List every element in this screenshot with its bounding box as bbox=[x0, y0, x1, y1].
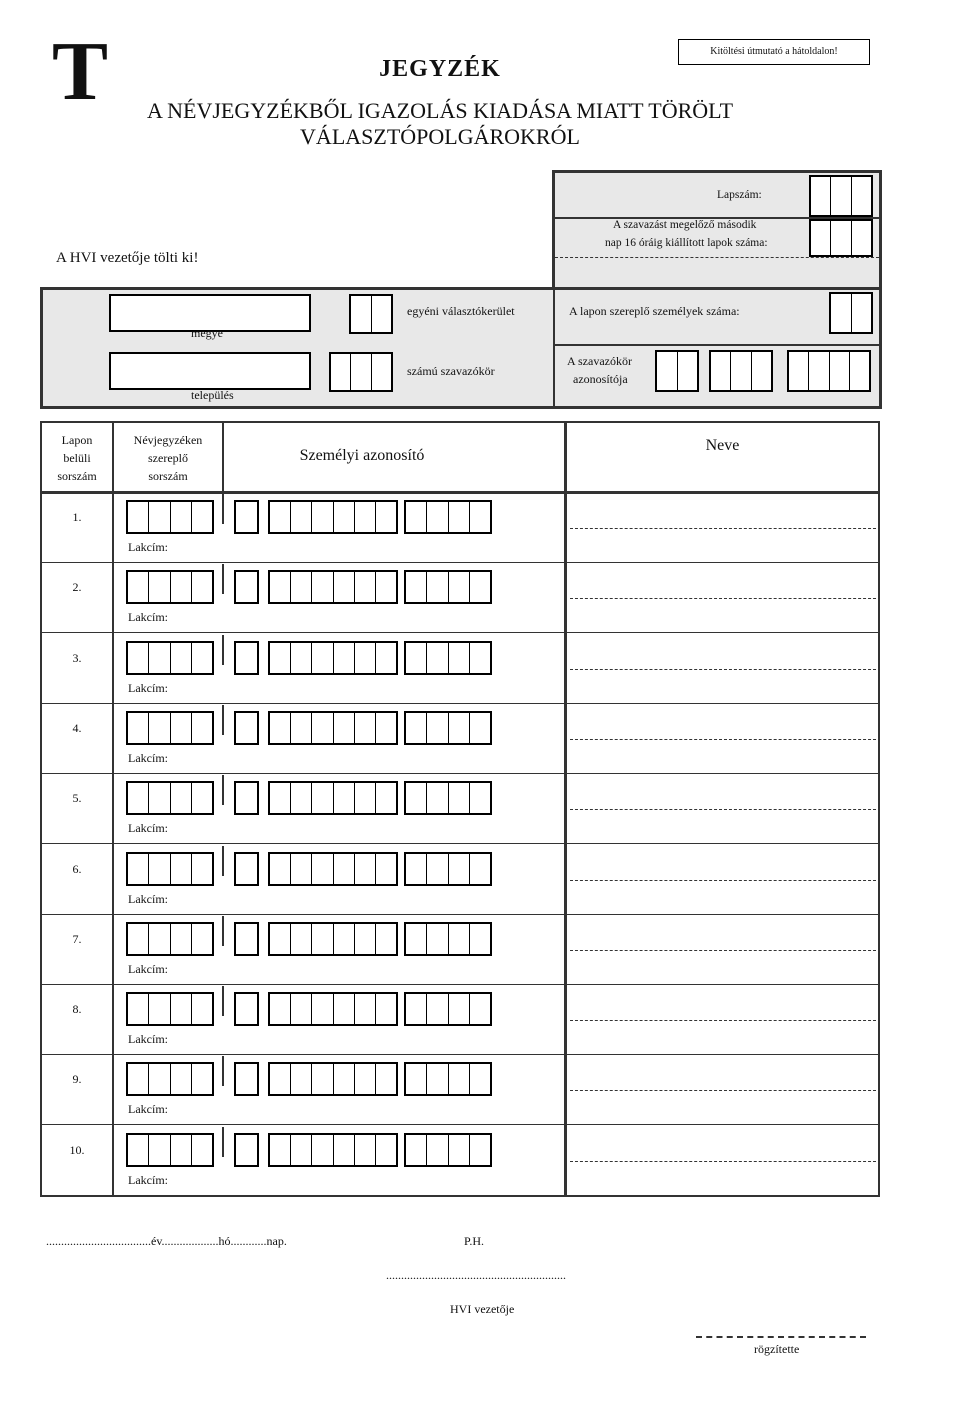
register-number-field[interactable] bbox=[126, 1133, 214, 1167]
table-row bbox=[42, 773, 878, 844]
id-birthdate-field[interactable] bbox=[268, 922, 398, 956]
id-gender-field[interactable] bbox=[234, 922, 259, 956]
header-personal-id: Személyi azonosító bbox=[299, 447, 425, 464]
district-label: egyéni választókerület bbox=[407, 304, 515, 318]
row-number: 9. bbox=[72, 1072, 82, 1087]
table-row bbox=[42, 1054, 878, 1125]
persons-count-label: A lapon szereplő személyek száma: bbox=[569, 304, 740, 318]
table-row bbox=[42, 914, 878, 985]
row-number: 10. bbox=[69, 1142, 85, 1157]
id-serial-field[interactable] bbox=[404, 641, 492, 675]
page-subtitle bbox=[0, 98, 880, 150]
issued-pages-label-2: nap 16 óráig kiállított lapok száma: bbox=[605, 237, 768, 249]
id-birthdate-field[interactable] bbox=[268, 500, 398, 534]
row-number: 3. bbox=[72, 650, 82, 665]
hvi-fill-note: A HVI vezetője tölti ki! bbox=[56, 250, 199, 266]
name-field[interactable] bbox=[570, 1020, 876, 1021]
header-reg-1: Névjegyzéken bbox=[133, 433, 203, 447]
name-field[interactable] bbox=[570, 598, 876, 599]
register-number-field[interactable] bbox=[126, 781, 214, 815]
row-number: 6. bbox=[72, 861, 82, 876]
address-label: Lakcím: bbox=[128, 540, 168, 554]
id-gender-field[interactable] bbox=[234, 711, 259, 745]
persons-count-field[interactable] bbox=[829, 292, 873, 334]
id-serial-field[interactable] bbox=[404, 922, 492, 956]
address-label: Lakcím: bbox=[128, 891, 168, 906]
id-separator bbox=[222, 986, 224, 1016]
name-field[interactable] bbox=[570, 950, 876, 951]
table-row bbox=[42, 633, 878, 704]
id-birthdate-field[interactable] bbox=[268, 711, 398, 745]
stamp-label: P.H. bbox=[464, 1234, 485, 1248]
table-row bbox=[42, 984, 878, 1055]
address-label: Lakcím: bbox=[128, 610, 168, 625]
header-seq-2: belüli bbox=[63, 451, 91, 465]
name-field[interactable] bbox=[570, 669, 876, 670]
address-label: Lakcím: bbox=[128, 821, 168, 836]
subtitle-line-1: A NÉVJEGYZÉKBŐL IGAZOLÁS KIADÁSA MIATT TÖRÖLT bbox=[146, 98, 734, 123]
row-number: 8. bbox=[72, 1002, 82, 1017]
header-reg-2: szereplő bbox=[148, 451, 188, 465]
panel-divider-horizontal bbox=[553, 344, 879, 346]
name-field[interactable] bbox=[570, 1161, 876, 1162]
address-label: Lakcím: bbox=[128, 1102, 168, 1117]
id-birthdate-field[interactable] bbox=[268, 570, 398, 604]
register-number-field[interactable] bbox=[126, 1062, 214, 1096]
name-field[interactable] bbox=[570, 809, 876, 810]
row-number: 4. bbox=[72, 720, 82, 735]
subtitle-line-2: VÁLASZTÓPOLGÁROKRÓL bbox=[300, 124, 580, 149]
id-birthdate-field[interactable] bbox=[268, 641, 398, 675]
id-separator bbox=[222, 1056, 224, 1086]
id-separator bbox=[222, 916, 224, 946]
id-separator bbox=[222, 494, 224, 524]
id-serial-field[interactable] bbox=[404, 500, 492, 534]
id-separator bbox=[222, 564, 224, 594]
id-serial-field[interactable] bbox=[404, 1062, 492, 1096]
date-line: ...................................év...................hó............nap. bbox=[46, 1234, 287, 1248]
register-number-field[interactable] bbox=[126, 852, 214, 886]
register-number-field[interactable] bbox=[126, 992, 214, 1026]
register-number-field[interactable] bbox=[126, 500, 214, 534]
name-field[interactable] bbox=[570, 1090, 876, 1091]
id-gender-field[interactable] bbox=[234, 781, 259, 815]
table-row bbox=[42, 562, 878, 633]
page-count-panel bbox=[552, 170, 882, 291]
issued-pages-row bbox=[555, 217, 879, 257]
column-line-2 bbox=[222, 423, 224, 491]
id-gender-field[interactable] bbox=[234, 570, 259, 604]
address-label: Lakcím: bbox=[128, 961, 168, 976]
header-seq-3: sorszám bbox=[57, 469, 97, 483]
register-number-field[interactable] bbox=[126, 922, 214, 956]
recorded-label: rögzítette bbox=[754, 1342, 800, 1356]
polling-id-part-1[interactable] bbox=[655, 350, 699, 392]
county-label: megye bbox=[191, 326, 223, 340]
settlement-label: település bbox=[191, 388, 234, 402]
id-gender-field[interactable] bbox=[234, 992, 259, 1026]
signature-line: ............................................................ bbox=[386, 1268, 566, 1282]
row-number: 1. bbox=[72, 510, 82, 524]
address-label: Lakcím: bbox=[128, 750, 168, 765]
name-field[interactable] bbox=[570, 880, 876, 881]
header-name: Neve bbox=[705, 437, 740, 454]
id-serial-field[interactable] bbox=[404, 781, 492, 815]
id-gender-field[interactable] bbox=[234, 641, 259, 675]
polling-id-part-3[interactable] bbox=[787, 350, 871, 392]
name-field[interactable] bbox=[570, 739, 876, 740]
id-birthdate-field[interactable] bbox=[268, 992, 398, 1026]
signer-label: HVI vezetője bbox=[450, 1302, 515, 1316]
id-separator bbox=[222, 635, 224, 665]
page-number-row bbox=[555, 173, 879, 219]
page-number-field[interactable] bbox=[809, 175, 873, 217]
settlement-field[interactable] bbox=[109, 352, 311, 390]
page-number-label: Lapszám: bbox=[717, 189, 762, 201]
id-serial-field[interactable] bbox=[404, 570, 492, 604]
id-birthdate-field[interactable] bbox=[268, 1133, 398, 1167]
page-title: JEGYZÉK bbox=[379, 56, 501, 82]
polling-id-label-2: azonosítója bbox=[573, 372, 628, 386]
polling-id-label-1: A szavazókör bbox=[567, 354, 632, 368]
table-row bbox=[42, 703, 878, 774]
header-seq-1: Lapon bbox=[61, 433, 93, 447]
voter-table bbox=[40, 421, 880, 1197]
id-gender-field[interactable] bbox=[234, 1133, 259, 1167]
address-label: Lakcím: bbox=[128, 1172, 168, 1187]
id-serial-field[interactable] bbox=[404, 992, 492, 1026]
register-number-field[interactable] bbox=[126, 570, 214, 604]
address-label: Lakcím: bbox=[128, 680, 168, 695]
header-reg-3: sorszám bbox=[148, 469, 188, 483]
polling-station-field[interactable] bbox=[329, 352, 393, 392]
location-panel bbox=[40, 287, 882, 409]
id-serial-field[interactable] bbox=[404, 711, 492, 745]
id-separator bbox=[222, 1127, 224, 1157]
issued-pages-field[interactable] bbox=[809, 219, 873, 257]
id-separator bbox=[222, 775, 224, 805]
header-seq bbox=[42, 431, 112, 485]
address-label: Lakcím: bbox=[128, 1032, 168, 1047]
id-birthdate-field[interactable] bbox=[268, 1062, 398, 1096]
row-number: 2. bbox=[72, 580, 82, 595]
register-number-field[interactable] bbox=[126, 711, 214, 745]
form-letter: T bbox=[52, 25, 109, 118]
table-row bbox=[42, 1125, 878, 1195]
instructions-notice: Kitöltési útmutató a hátoldalon! bbox=[678, 39, 870, 65]
panel-divider bbox=[553, 290, 555, 406]
id-separator bbox=[222, 846, 224, 876]
row-number: 5. bbox=[72, 791, 82, 806]
header-reg bbox=[114, 431, 222, 485]
id-gender-field[interactable] bbox=[234, 1062, 259, 1096]
polling-station-label: számú szavazókör bbox=[407, 364, 495, 378]
id-serial-field[interactable] bbox=[404, 1133, 492, 1167]
register-number-field[interactable] bbox=[126, 641, 214, 675]
table-header bbox=[42, 423, 878, 494]
district-field[interactable] bbox=[349, 294, 393, 334]
id-gender-field[interactable] bbox=[234, 500, 259, 534]
id-separator bbox=[222, 705, 224, 735]
polling-id-part-2[interactable] bbox=[709, 350, 773, 392]
name-field[interactable] bbox=[570, 528, 876, 529]
table-row bbox=[42, 492, 878, 563]
table-row bbox=[42, 844, 878, 915]
id-gender-field[interactable] bbox=[234, 852, 259, 886]
row-number: 7. bbox=[72, 931, 82, 946]
id-birthdate-field[interactable] bbox=[268, 852, 398, 886]
id-birthdate-field[interactable] bbox=[268, 781, 398, 815]
issued-pages-label-1: A szavazást megelőző második bbox=[613, 219, 757, 231]
id-serial-field[interactable] bbox=[404, 852, 492, 886]
recorded-line bbox=[696, 1336, 866, 1338]
